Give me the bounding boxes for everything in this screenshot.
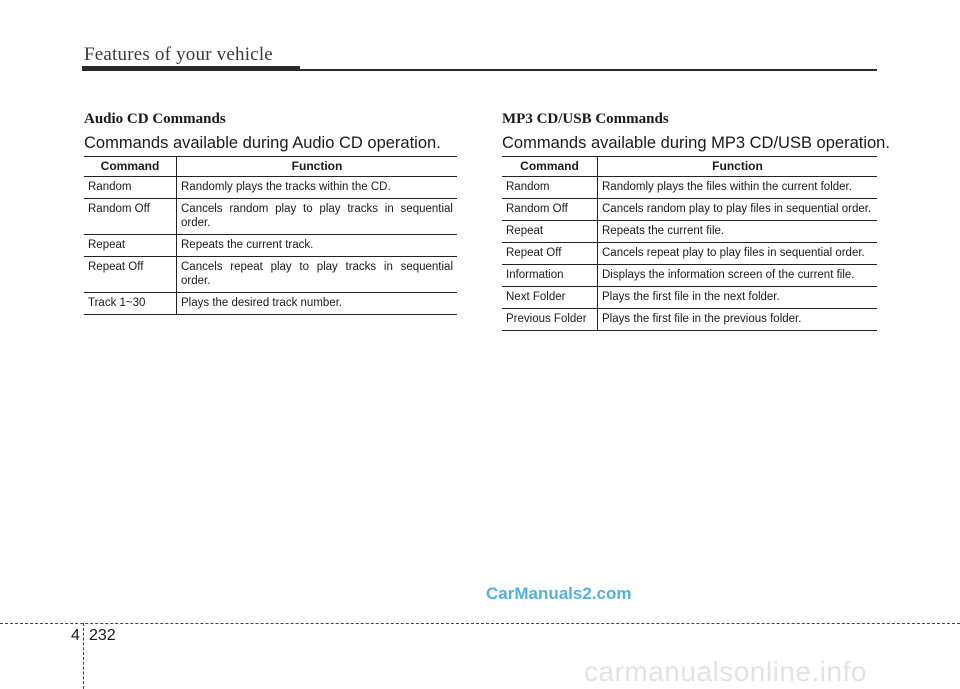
column-header-function: Function xyxy=(598,157,878,177)
header-rule-thin xyxy=(300,69,877,71)
command-cell: Random Off xyxy=(84,199,177,235)
table-row xyxy=(84,257,457,293)
command-cell: Repeat xyxy=(84,235,177,257)
mp3-usb-intro: Commands available during MP3 CD/USB operation. xyxy=(502,134,890,152)
table-header-row xyxy=(84,157,457,177)
chapter-number: 4 xyxy=(71,627,80,644)
command-cell: Random Off xyxy=(502,199,598,221)
column-header-command: Command xyxy=(502,157,598,177)
function-cell: Cancels repeat play to play files in sequential order. xyxy=(598,243,878,265)
table-row xyxy=(502,199,877,221)
command-cell: Information xyxy=(502,265,598,287)
command-cell: Track 1~30 xyxy=(84,293,177,315)
audio-cd-heading: Audio CD Commands xyxy=(84,111,226,127)
table-row xyxy=(84,199,457,235)
command-cell: Random xyxy=(502,177,598,199)
audio-cd-section xyxy=(84,111,457,315)
table-row xyxy=(84,235,457,257)
function-cell: Randomly plays the tracks within the CD. xyxy=(177,177,458,199)
table-row xyxy=(502,265,877,287)
command-cell: Repeat xyxy=(502,221,598,243)
command-cell: Repeat Off xyxy=(502,243,598,265)
function-cell: Plays the first file in the next folder. xyxy=(598,287,878,309)
command-cell: Next Folder xyxy=(502,287,598,309)
table-row xyxy=(502,177,877,199)
carmanuals-watermark: CarManuals2.com xyxy=(486,584,632,603)
header-rule-thick xyxy=(82,66,300,71)
mp3-usb-heading: MP3 CD/USB Commands xyxy=(502,111,669,127)
function-cell: Cancels random play to play tracks in sequential order. xyxy=(177,199,458,235)
function-cell: Randomly plays the files within the current folder. xyxy=(598,177,878,199)
function-cell: Displays the information screen of the current file. xyxy=(598,265,878,287)
page-number: 232 xyxy=(89,627,116,644)
table-row xyxy=(84,293,457,315)
site-watermark: carmanualsonline.info xyxy=(584,656,867,687)
command-cell: Previous Folder xyxy=(502,309,598,331)
command-cell: Random xyxy=(84,177,177,199)
column-header-function: Function xyxy=(177,157,458,177)
function-cell: Cancels random play to play files in sequential order. xyxy=(598,199,878,221)
function-cell: Plays the first file in the previous folder. xyxy=(602,313,802,325)
function-cell: Cancels repeat play to play tracks in sequential order. xyxy=(177,257,458,293)
column-header-command: Command xyxy=(84,157,177,177)
audio-cd-table xyxy=(84,156,457,315)
table-row xyxy=(502,243,877,265)
function-cell: Repeats the current file. xyxy=(598,221,878,243)
function-cell: Plays the desired track number. xyxy=(181,297,343,309)
audio-cd-intro: Commands available during Audio CD operation. xyxy=(84,134,441,152)
table-header-row xyxy=(502,157,877,177)
table-row xyxy=(502,287,877,309)
function-cell: Repeats the current track. xyxy=(177,235,458,257)
table-row xyxy=(84,177,457,199)
mp3-usb-table xyxy=(502,156,877,331)
footer-dashed-rule xyxy=(0,623,960,624)
mp3-usb-section xyxy=(502,111,890,331)
table-row xyxy=(502,309,877,331)
page-header-title: Features of your vehicle xyxy=(84,44,273,65)
footer-dashed-divider xyxy=(83,623,84,689)
command-cell: Repeat Off xyxy=(84,257,177,293)
table-row xyxy=(502,221,877,243)
